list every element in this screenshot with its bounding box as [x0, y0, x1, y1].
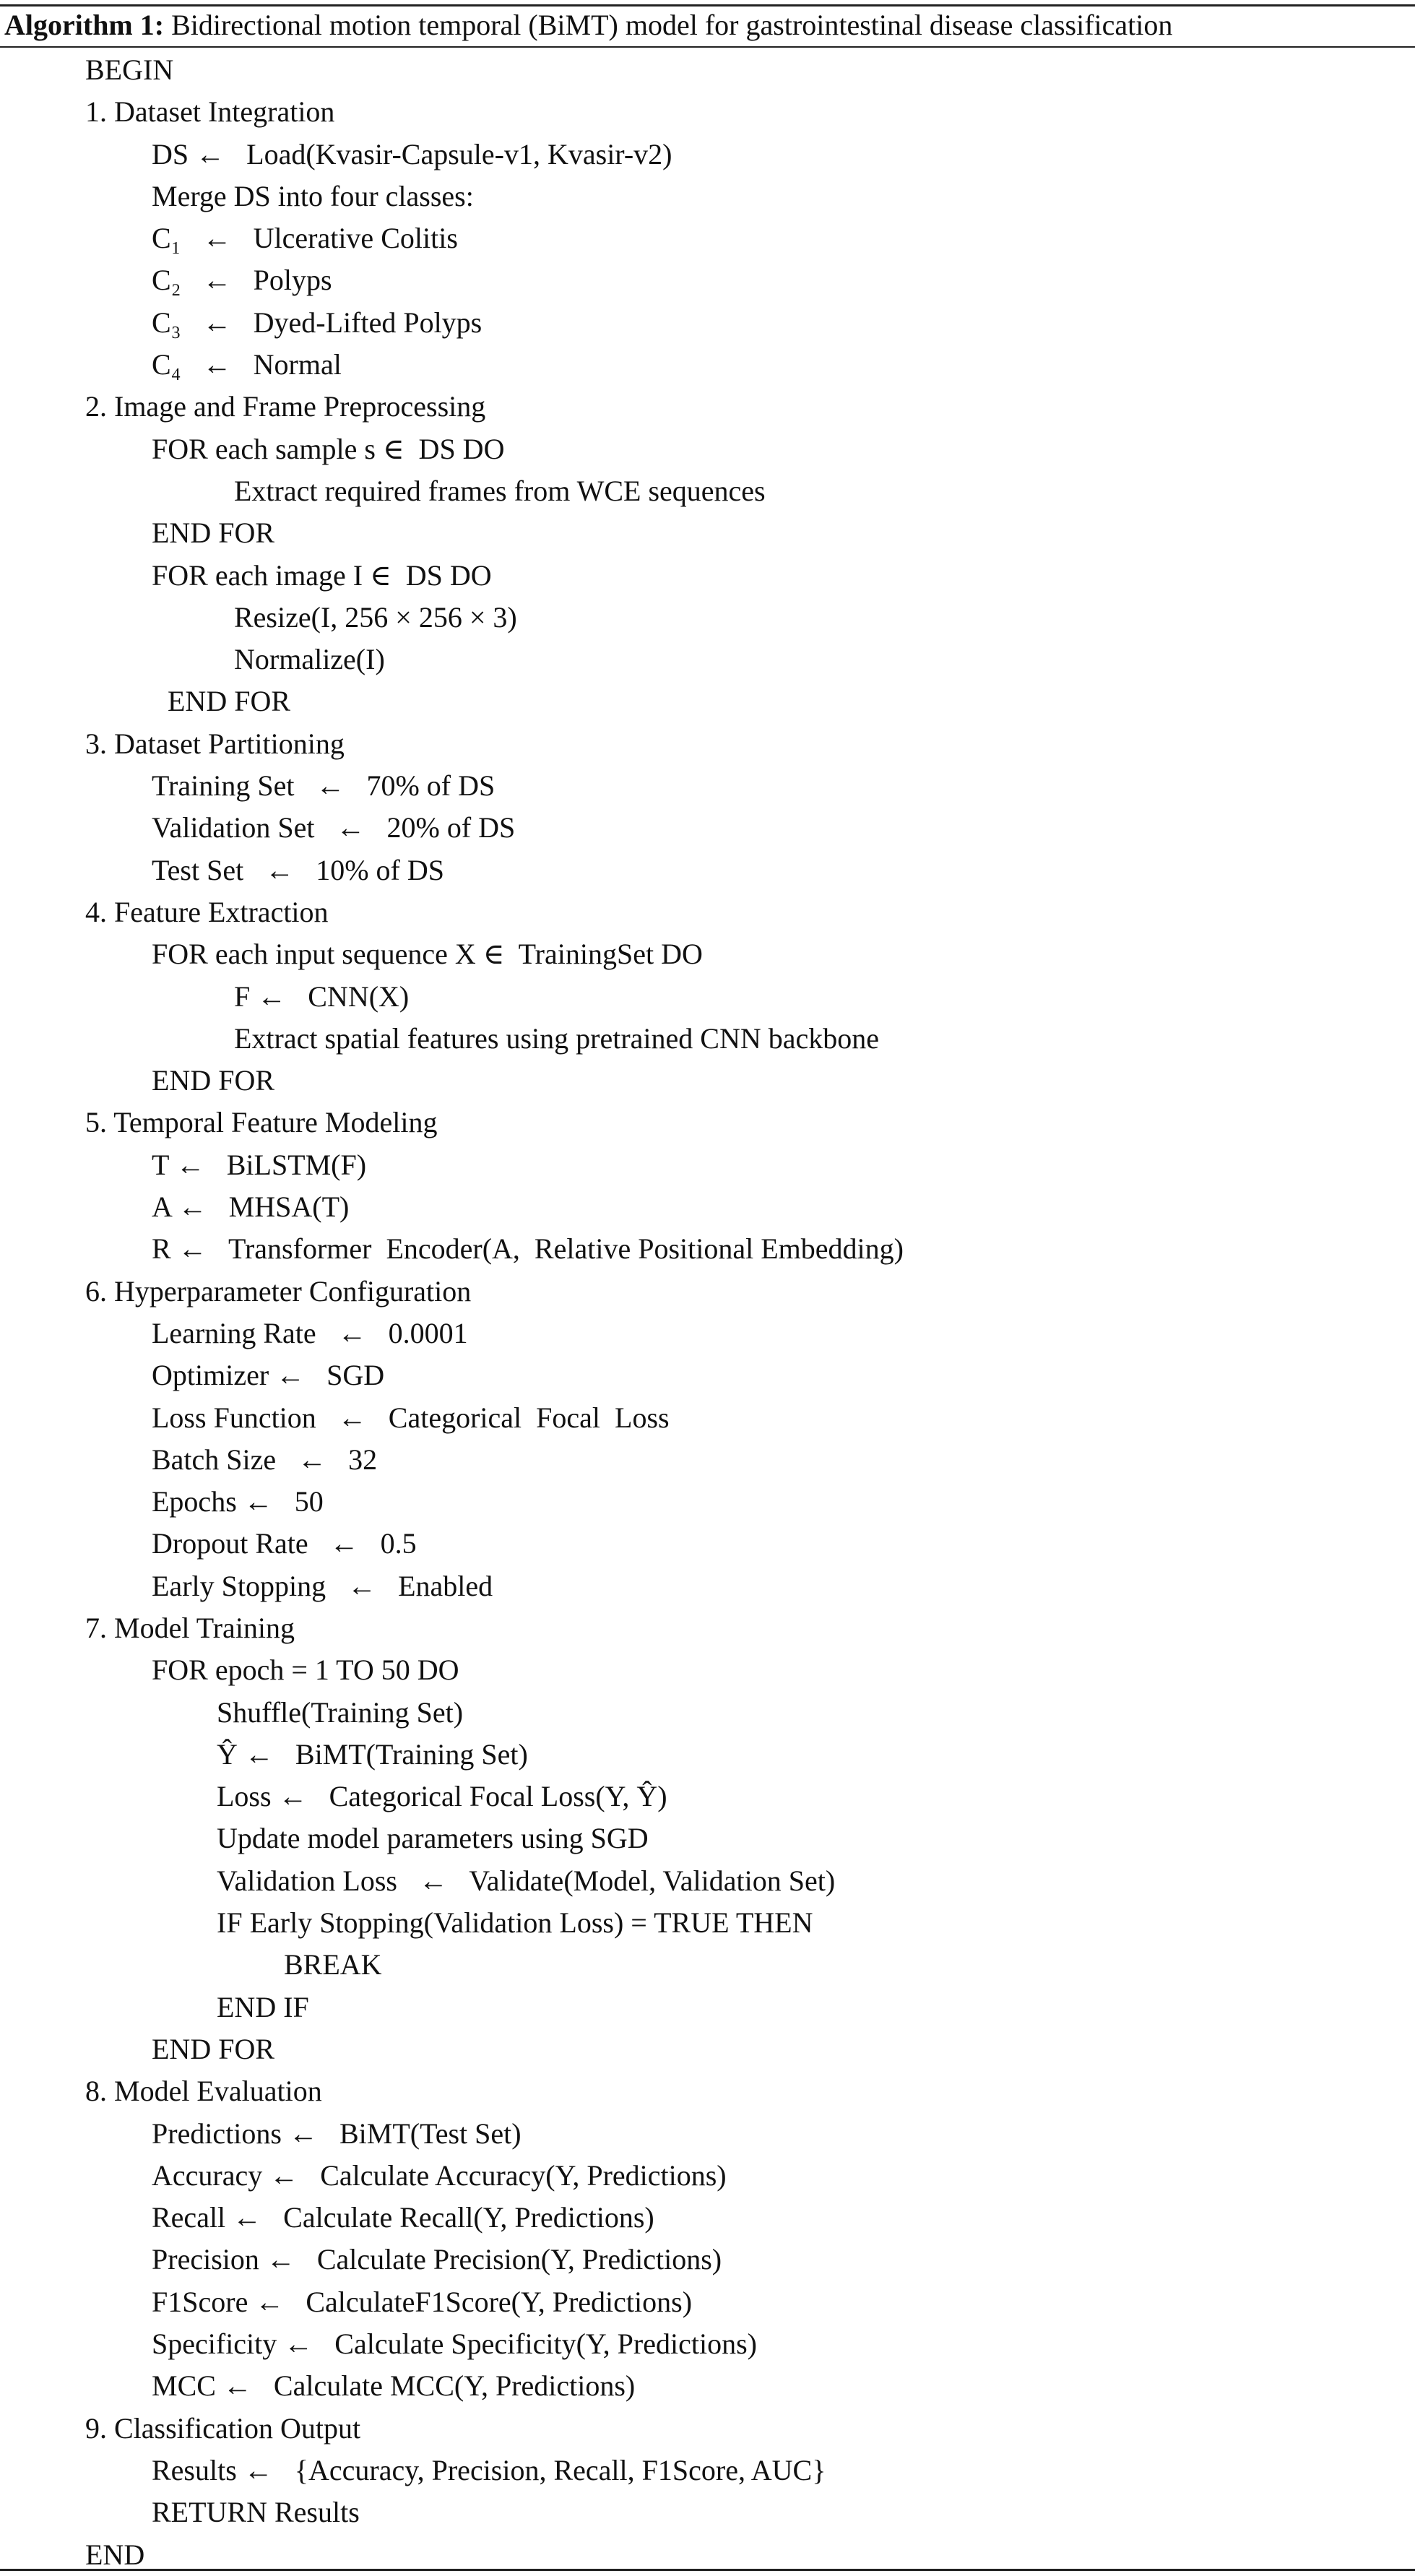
algorithm-line: FOR epoch = 1 TO 50 DO — [152, 1654, 459, 1687]
algorithm-line: F ← CNN(X) — [234, 980, 410, 1013]
caption-title: Bidirectional motion temporal (BiMT) model for gastrointestinal disease classification — [164, 9, 1173, 41]
caption-label: Algorithm 1: — [4, 9, 165, 41]
algorithm-line: 3. Dataset Partitioning — [85, 727, 345, 760]
algorithm-line: 8. Model Evaluation — [85, 2075, 322, 2108]
algorithm-line: END IF — [217, 1990, 309, 2023]
algorithm-line: Results ← {Accuracy, Precision, Recall, F1Score, AUC} — [152, 2453, 826, 2486]
algorithm-line: Loss ← Categorical Focal Loss(Y, Ŷ) — [217, 1780, 667, 1813]
algorithm-line: Normalize(I) — [234, 643, 385, 676]
algorithm-line: Resize(I, 256 × 256 × 3) — [234, 600, 517, 634]
algorithm-line: C₂ ← Polyps — [152, 264, 332, 297]
algorithm-line: Shuffle(Training Set) — [217, 1695, 464, 1729]
algorithm-line: C₃ ← Dyed-Lifted Polyps — [152, 306, 483, 339]
algorithm-line: Recall ← Calculate Recall(Y, Predictions) — [152, 2201, 654, 2234]
algorithm-line: 4. Feature Extraction — [85, 895, 329, 928]
algorithm-line: Update model parameters using SGD — [217, 1822, 649, 1855]
algorithm-line: Predictions ← BiMT(Test Set) — [152, 2117, 522, 2150]
algorithm-line: IF Early Stopping(Validation Loss) = TRUE THEN — [217, 1906, 813, 1940]
algorithm-line: Early Stopping ← Enabled — [152, 1569, 493, 1602]
algorithm-line: Extract spatial features using pretrained CNN backbone — [234, 1021, 880, 1055]
algorithm-line: Training Set ← 70% of DS — [152, 769, 496, 803]
algorithm-line: END FOR — [152, 1064, 275, 1097]
algorithm-line: R ← Transformer Encoder(A, Relative Positional Embedding) — [152, 1232, 904, 1266]
algorithm-body — [0, 49, 1415, 2576]
bottom-rule — [0, 2569, 1415, 2571]
algorithm-line: C₄ ← Normal — [152, 348, 342, 381]
algorithm-line: 7. Model Training — [85, 1611, 295, 1644]
algorithm-line: Loss Function ← Categorical Focal Loss — [152, 1401, 670, 1434]
algorithm-line: Dropout Rate ← 0.5 — [152, 1527, 417, 1560]
algorithm-line: Validation Set ← 20% of DS — [152, 811, 516, 844]
algorithm-line: T ← BiLSTM(F) — [152, 1148, 367, 1181]
algorithm-line: END FOR — [168, 685, 291, 718]
algorithm-line: BEGIN — [85, 53, 174, 86]
algorithm-line: Validation Loss ← Validate(Model, Validation Set) — [217, 1864, 836, 1897]
algorithm-line: FOR each input sequence X ∈ TrainingSet DO — [152, 938, 703, 971]
algorithm-line: DS ← Load(Kvasir-Capsule-v1, Kvasir-v2) — [152, 137, 672, 170]
algorithm-line: Accuracy ← Calculate Accuracy(Y, Predictions) — [152, 2158, 727, 2192]
algorithm-line: BREAK — [284, 1948, 382, 1981]
algorithm-line: Merge DS into four classes: — [152, 179, 474, 212]
algorithm-line: MCC ← Calculate MCC(Y, Predictions) — [152, 2369, 636, 2403]
algorithm-line: Precision ← Calculate Precision(Y, Predictions) — [152, 2243, 722, 2276]
algorithm-line: 2. Image and Frame Preprocessing — [85, 390, 486, 423]
algorithm-line: Learning Rate ← 0.0001 — [152, 1316, 468, 1349]
algorithm-line: Epochs ← 50 — [152, 1485, 324, 1518]
algorithm-line: Specificity ← Calculate Specificity(Y, Predictions) — [152, 2328, 757, 2361]
algorithm-line: END — [85, 2538, 145, 2571]
caption-rule — [0, 46, 1415, 48]
algorithm-line: END FOR — [152, 517, 275, 550]
algorithm-line: 5. Temporal Feature Modeling — [85, 1106, 438, 1139]
algorithm-line: F1Score ← CalculateF1Score(Y, Predictions) — [152, 2285, 693, 2318]
algorithm-line: A ← MHSA(T) — [152, 1190, 350, 1224]
algorithm-line: Test Set ← 10% of DS — [152, 853, 444, 886]
algorithm-line: 6. Hyperparameter Configuration — [85, 1274, 472, 1308]
algorithm-line: Optimizer ← SGD — [152, 1359, 385, 1392]
algorithm-line: END FOR — [152, 2032, 275, 2065]
algorithm-caption — [4, 6, 1172, 45]
algorithm-line: FOR each image I ∈ DS DO — [152, 558, 492, 592]
algorithm-line: Batch Size ← 32 — [152, 1443, 378, 1476]
algorithm-line: 9. Classification Output — [85, 2411, 361, 2445]
algorithm-line: FOR each sample s ∈ DS DO — [152, 432, 505, 465]
algorithm-line: Extract required frames from WCE sequences — [234, 474, 766, 507]
algorithm-line: C₁ ← Ulcerative Colitis — [152, 222, 458, 255]
algorithm-line: 1. Dataset Integration — [85, 95, 335, 129]
algorithm-line: RETURN Results — [152, 2496, 360, 2529]
algorithm-line: Ŷ ← BiMT(Training Set) — [217, 1737, 528, 1771]
